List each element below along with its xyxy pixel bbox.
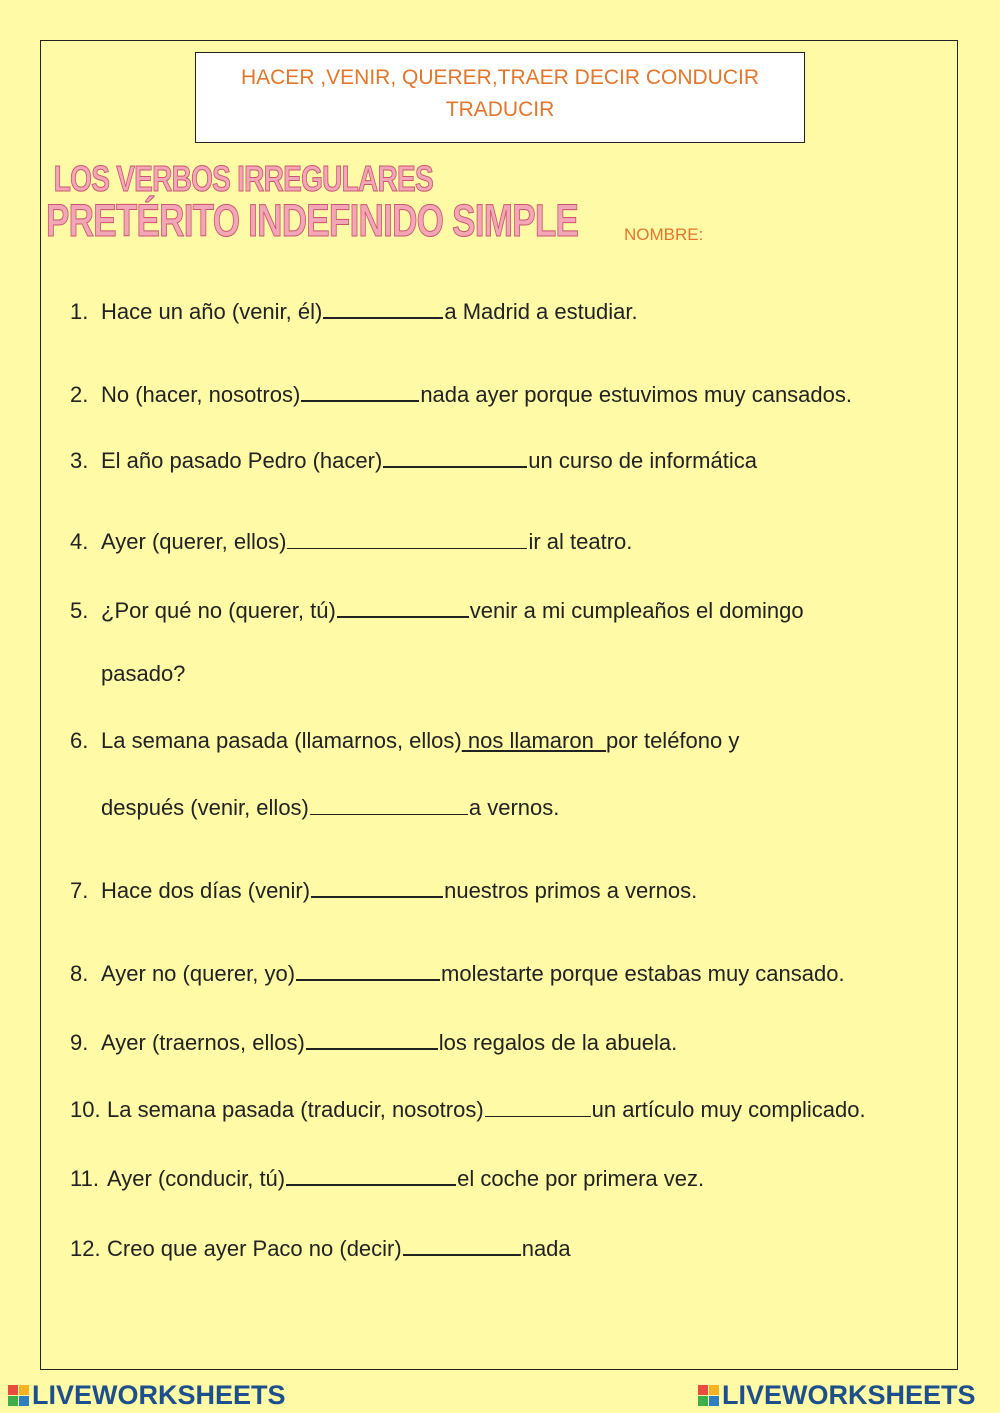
item-prompt: después (venir, ellos) bbox=[101, 795, 309, 820]
exercise-item-11 bbox=[70, 1163, 704, 1192]
answer-blank-2[interactable] bbox=[301, 379, 419, 402]
exercise-item-8 bbox=[70, 958, 845, 987]
item-continuation: nada ayer porque estuvimos muy cansados. bbox=[420, 382, 852, 407]
exercise-item-12 bbox=[70, 1233, 571, 1262]
exercise-item-5-continued: pasado? bbox=[101, 661, 186, 686]
item-continuation: nuestros primos a vernos. bbox=[444, 878, 698, 903]
item-prompt: Ayer (querer, ellos) bbox=[101, 529, 287, 554]
item-continuation: los regalos de la abuela. bbox=[438, 1030, 678, 1055]
item-continuation: a vernos. bbox=[468, 795, 560, 820]
exercise-item-9 bbox=[70, 1027, 677, 1056]
answer-blank-3[interactable] bbox=[383, 445, 527, 468]
item-number: 9. bbox=[70, 1030, 89, 1055]
item-number: 4. bbox=[70, 529, 89, 554]
exercise-item-1 bbox=[70, 296, 638, 325]
item-prompt: La semana pasada (llamarnos, ellos) bbox=[101, 728, 462, 753]
item-continuation: el coche por primera vez. bbox=[457, 1166, 705, 1191]
item-prompt: El año pasado Pedro (hacer) bbox=[101, 448, 383, 473]
item-number: 12. bbox=[70, 1236, 101, 1261]
item-prompt: No (hacer, nosotros) bbox=[101, 382, 301, 407]
exercise-item-3 bbox=[70, 445, 757, 474]
exercise-item-10 bbox=[70, 1095, 866, 1123]
item-number: 1. bbox=[70, 299, 89, 324]
answer-blank-10[interactable] bbox=[485, 1095, 591, 1117]
item-number: 5. bbox=[70, 598, 89, 623]
answer-blank-7[interactable] bbox=[311, 875, 443, 898]
item-continuation: venir a mi cumpleaños el domingo bbox=[469, 598, 804, 623]
item-prompt: Ayer (conducir, tú) bbox=[107, 1166, 286, 1191]
liveworksheets-mark-icon bbox=[698, 1385, 719, 1406]
item-continuation: ir al teatro. bbox=[528, 529, 633, 554]
item-continuation: nada bbox=[521, 1236, 571, 1261]
exercise-item-7 bbox=[70, 875, 697, 904]
liveworksheets-logo-left[interactable] bbox=[8, 1380, 286, 1411]
item-prompt: ¿Por qué no (querer, tú) bbox=[101, 598, 336, 623]
example-answer: nos llamaron bbox=[461, 728, 607, 753]
verb-list-box bbox=[195, 52, 805, 143]
item-prompt: La semana pasada (traducir, nosotros) bbox=[107, 1097, 484, 1122]
exercise-item-6-continued bbox=[101, 793, 559, 821]
item-continuation: por teléfono y bbox=[606, 728, 740, 753]
item-number: 2. bbox=[70, 382, 89, 407]
item-continuation: a Madrid a estudiar. bbox=[444, 299, 638, 324]
item-number: 8. bbox=[70, 961, 89, 986]
item-number: 11. bbox=[70, 1166, 99, 1191]
worksheet-title bbox=[46, 160, 578, 244]
verb-list-line-2: TRADUCIR bbox=[445, 98, 555, 121]
title-line-1: LOS VERBOS IRREGULARES bbox=[53, 158, 433, 199]
item-continuation: un curso de informática bbox=[528, 448, 757, 473]
name-label: NOMBRE: bbox=[624, 225, 704, 244]
answer-blank-5[interactable] bbox=[337, 595, 469, 618]
item-prompt: Ayer (traernos, ellos) bbox=[101, 1030, 305, 1055]
item-prompt: Hace dos días (venir) bbox=[101, 878, 311, 903]
item-prompt: Ayer no (querer, yo) bbox=[101, 961, 296, 986]
liveworksheets-mark-icon bbox=[8, 1385, 29, 1406]
exercise-item-4 bbox=[70, 527, 632, 555]
answer-blank-12[interactable] bbox=[403, 1233, 521, 1256]
item-prompt: Hace un año (venir, él) bbox=[101, 299, 323, 324]
answer-blank-9[interactable] bbox=[306, 1027, 438, 1050]
answer-blank-8[interactable] bbox=[296, 958, 440, 981]
exercise-item-2 bbox=[70, 379, 852, 408]
item-number: 3. bbox=[70, 448, 89, 473]
logo-text: LIVEWORKSHEETS bbox=[32, 1380, 286, 1410]
title-line-2: PRETÉRITO INDEFINIDO SIMPLE bbox=[46, 195, 579, 246]
item-number: 6. bbox=[70, 728, 89, 753]
item-continuation: molestarte porque estabas muy cansado. bbox=[441, 961, 845, 986]
answer-blank-11[interactable] bbox=[286, 1163, 456, 1186]
answer-blank-6[interactable] bbox=[310, 793, 468, 815]
logo-text: LIVEWORKSHEETS bbox=[722, 1380, 976, 1410]
liveworksheets-logo-right[interactable] bbox=[698, 1380, 976, 1411]
exercise-item-5 bbox=[70, 595, 804, 624]
answer-blank-4[interactable] bbox=[287, 527, 527, 549]
answer-blank-1[interactable] bbox=[323, 296, 443, 319]
item-number: 7. bbox=[70, 878, 89, 903]
verb-list-line-1: HACER ,VENIR, QUERER,TRAER DECIR CONDUCIR bbox=[240, 66, 760, 89]
exercise-item-6 bbox=[70, 728, 739, 754]
item-prompt: Creo que ayer Paco no (decir) bbox=[107, 1236, 402, 1261]
item-continuation: un artículo muy complicado. bbox=[591, 1097, 866, 1122]
item-number: 10. bbox=[70, 1097, 101, 1122]
